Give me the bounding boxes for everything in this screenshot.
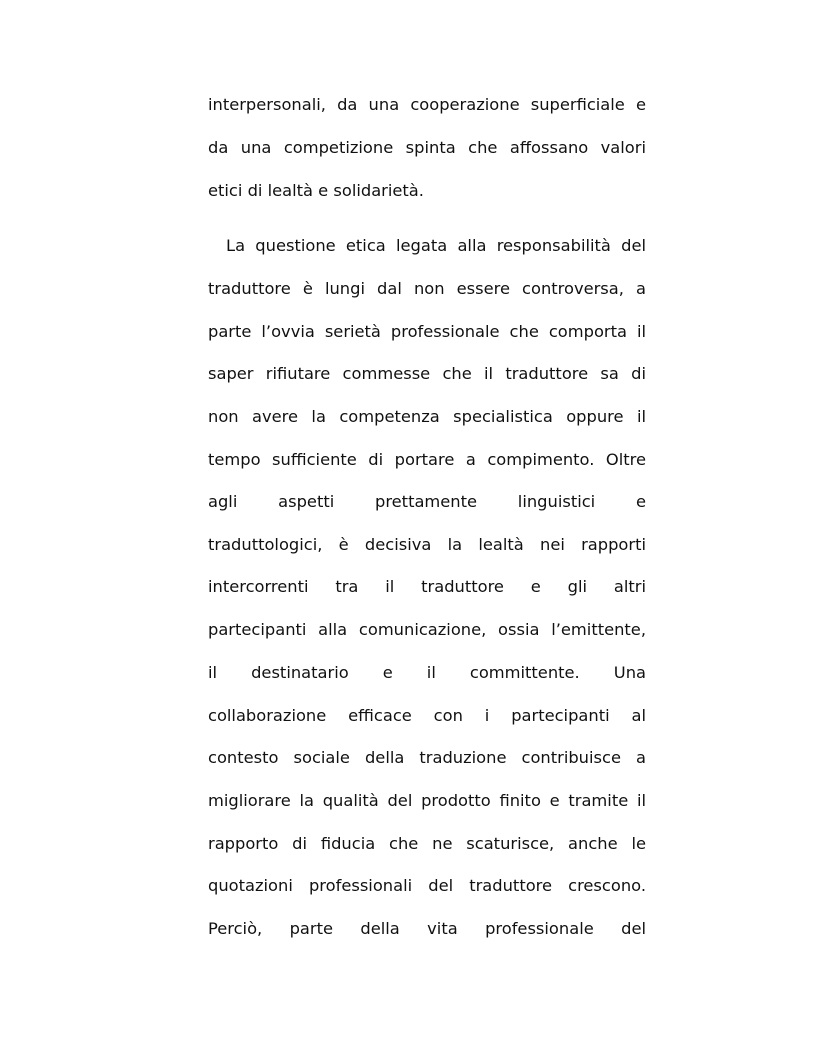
text-line: migliorare la qualità del prodotto finito e tramite il	[208, 791, 646, 810]
text-line: rapporto di fiducia che ne scaturisce, anche le	[208, 834, 646, 853]
text-line: non avere la competenza specialistica oppure il	[208, 407, 646, 426]
text-line: da una competizione spinta che affossano valori	[208, 138, 646, 157]
text-line: etici di lealtà e solidarietà.	[208, 181, 424, 200]
text-line: traduttore è lungi dal non essere controversa, a	[208, 279, 646, 298]
text-line: tempo sufficiente di portare a compimento. Oltre	[208, 450, 646, 469]
text-line: Perciò, parte della vita professionale del	[208, 919, 646, 938]
text-line: traduttologici, è decisiva la lealtà nei rapporti	[208, 535, 646, 554]
text-line: parte l’ovvia serietà professionale che comporta il	[208, 322, 646, 341]
text-line: intercorrenti tra il traduttore e gli altri	[208, 577, 646, 596]
text-line: contesto sociale della traduzione contribuisce a	[208, 748, 646, 767]
text-line: agli aspetti prettamente linguistici e	[208, 492, 646, 511]
text-line: quotazioni professionali del traduttore crescono.	[208, 876, 646, 895]
text-line: saper rifiutare commesse che il traduttore sa di	[208, 364, 646, 383]
text-line: il destinatario e il committente. Una	[208, 663, 646, 682]
text-line: La questione etica legata alla responsabilità del	[226, 236, 646, 255]
text-line: partecipanti alla comunicazione, ossia l’emittente,	[208, 620, 646, 639]
text-line: interpersonali, da una cooperazione superficiale e	[208, 95, 646, 114]
text-line: collaborazione efficace con i partecipanti al	[208, 706, 646, 725]
